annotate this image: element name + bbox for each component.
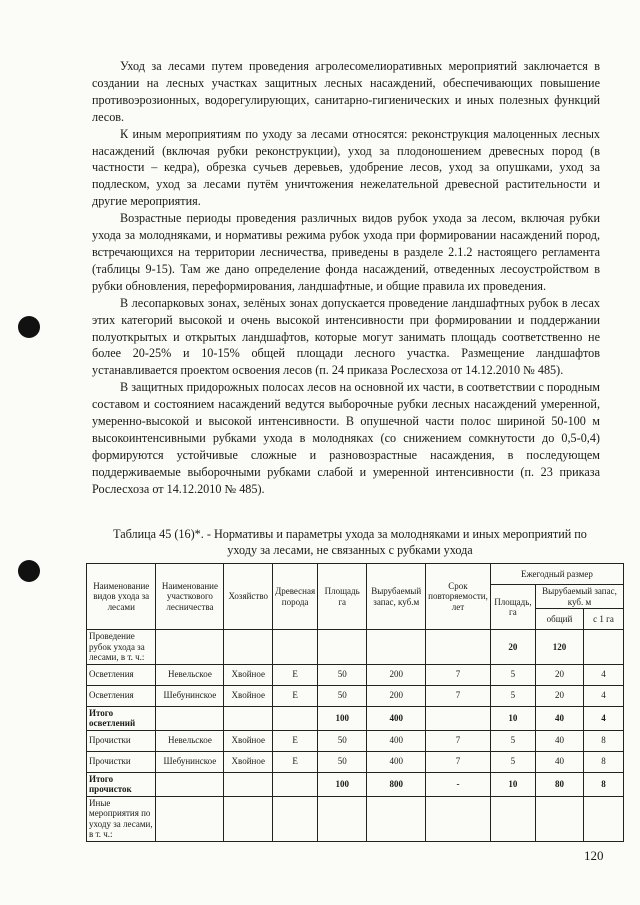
header-annual-stock: Вырубаемый запас, куб. м [535, 585, 623, 609]
table-cell [426, 706, 491, 730]
paragraph-4: В лесопарковых зонах, зелёных зонах допускается проведение ландшафтных рубок в лесах этих категорий высокой и очень высокой интенсивности при формировании и поддержании полуоткрытых и открытых ландшафтов, которые могут занимать площадь соответственно не более 20-25% и 10-15% общей площади лесного участка. Размещение ландшафтов устанавливается проектом освоения лесов (п. 24 приказа Рослесхоза от 14.12.2010 № 485). [92, 295, 600, 378]
paragraph-3: Возрастные периоды проведения различных видов рубок ухода за лесом, включая рубки ухода за молодняками, и нормативы режима рубок ухода при формировании насаждений пород, встречающихся на территории лесничества, приведены в разделе 2.1.2 настоящего регламента (таблицы 9-15). Там же дано определение фонда насаждений, отведенных лесоустройством в рубки обновления, переформирования, ландшафтные, и общие правила их проведения. [92, 211, 600, 293]
table-cell: 120 [535, 630, 583, 665]
table-cell: 5 [490, 730, 535, 751]
table-cell [156, 796, 224, 841]
row-label: Осветления [87, 685, 156, 706]
table-cell: 400 [367, 751, 426, 772]
header-annual-area: Площадь, га [490, 585, 535, 630]
table-row [87, 796, 624, 841]
table-cell: 5 [490, 664, 535, 685]
table-row [87, 706, 624, 730]
table-cell: 50 [318, 685, 367, 706]
table-cell [156, 772, 224, 796]
table-cell [224, 796, 273, 841]
page-number: 120 [584, 848, 604, 863]
table-cell [224, 706, 273, 730]
table-cell: Хвойное [224, 664, 273, 685]
table-cell [490, 796, 535, 841]
header-stock: Вырубаемый запас, куб.м [367, 564, 426, 630]
table-caption: Таблица 45 (16)*. - Нормативы и параметры ухода за молодняками и иных мероприятий по уходу за лесами, не связанных с рубками ухода [113, 527, 587, 557]
table-cell [535, 796, 583, 841]
table-cell: 50 [318, 751, 367, 772]
table-cell [273, 706, 318, 730]
table-cell: Невельское [156, 664, 224, 685]
table-row [87, 685, 624, 706]
table-cell: Шебунинское [156, 751, 224, 772]
row-label: Осветления [87, 664, 156, 685]
table-cell: 8 [584, 772, 624, 796]
table-cell: 50 [318, 664, 367, 685]
table-cell: 8 [584, 730, 624, 751]
table-cell: 50 [318, 730, 367, 751]
data-table [86, 563, 624, 842]
row-label: Иные мероприятия по уходу за лесами, в т. ч.: [87, 796, 156, 841]
table-cell [584, 796, 624, 841]
table-cell: Е [273, 751, 318, 772]
table-row [87, 751, 624, 772]
table-cell: Хвойное [224, 730, 273, 751]
table-row [87, 772, 624, 796]
table-cell: Хвойное [224, 685, 273, 706]
table-row [87, 730, 624, 751]
table-cell [273, 630, 318, 665]
header-total: общий [535, 609, 583, 630]
table-cell: 10 [490, 772, 535, 796]
table-cell: 20 [535, 685, 583, 706]
body-text [92, 58, 600, 498]
table-cell: 7 [426, 685, 491, 706]
table-cell: 20 [490, 630, 535, 665]
paragraph-5: В защитных придорожных полосах лесов на основной их части, в соответствии с породным составом и состоянием насаждений ведутся выборочные рубки лесных насаждений умеренной, умеренно-высокой и высокой интенсивности. В опушечной части полос шириной 50-100 м высокоинтенсивными рубками ухода в молодняках (со снижением сомкнутости до 0,5-0,4) формируются устойчивые сложные и разновозрастные насаждения, в последующем поддерживаемые выборочными рубками слабой и умеренной интенсивности (п. 23 приказа Рослесхоза от 14.12.2010 № 485). [92, 380, 600, 496]
table-cell: 7 [426, 664, 491, 685]
paragraph-2: К иным мероприятиям по уходу за лесами относятся: реконструкция малоценных лесных насаждений (включая рубки реконструкции), уход за плодоношением древесных пород (в частности – кедра), обрезка сучьев деревьев, удобрение лесов, уход за опушками, уход за подлеском, уход за лесами путём уничтожения нежелательной древесной растительности и другие мероприятия. [92, 126, 600, 209]
row-label: Итого осветлений [87, 706, 156, 730]
table-cell: 20 [535, 664, 583, 685]
header-type: Наименование видов ухода за лесами [87, 564, 156, 630]
table-cell [584, 630, 624, 665]
table-cell: 7 [426, 730, 491, 751]
table-cell [224, 630, 273, 665]
table-cell: 40 [535, 751, 583, 772]
header-farm: Хозяйство [224, 564, 273, 630]
table-row [87, 630, 624, 665]
table-cell: 4 [584, 664, 624, 685]
table-cell: Е [273, 685, 318, 706]
row-label: Прочистки [87, 751, 156, 772]
table-cell: 400 [367, 730, 426, 751]
table-cell [426, 630, 491, 665]
table-cell: 5 [490, 751, 535, 772]
table-cell [367, 630, 426, 665]
table-cell: 100 [318, 706, 367, 730]
table-cell [426, 796, 491, 841]
header-area: Площадь га [318, 564, 367, 630]
table-cell: 100 [318, 772, 367, 796]
header-annual: Ежегодный размер [490, 564, 623, 585]
table-cell: Хвойное [224, 751, 273, 772]
table-cell: 8 [584, 751, 624, 772]
table-cell [318, 630, 367, 665]
table-cell: 200 [367, 685, 426, 706]
header-per-ha: с 1 га [584, 609, 624, 630]
binder-hole [18, 560, 40, 582]
row-label: Итого прочисток [87, 772, 156, 796]
table-cell: Шебунинское [156, 685, 224, 706]
row-label: Прочистки [87, 730, 156, 751]
header-species: Древесная порода [273, 564, 318, 630]
table-row [87, 664, 624, 685]
table-cell: Е [273, 664, 318, 685]
table-cell: 4 [584, 685, 624, 706]
table-cell [156, 630, 224, 665]
table-cell [156, 706, 224, 730]
paragraph-1: Уход за лесами путем проведения агролесомелиоративных мероприятий заключается в создании на лесных участках защитных лесных насаждений, обеспечивающих повышение противоэрозионных, водорегулирующих, санитарно-гигиенических и иных полезных функций лесов. [92, 59, 600, 124]
table-cell: 400 [367, 706, 426, 730]
table-cell [367, 796, 426, 841]
table-cell: 200 [367, 664, 426, 685]
table-cell: 40 [535, 706, 583, 730]
table-cell: 80 [535, 772, 583, 796]
table-cell: 800 [367, 772, 426, 796]
header-period: Срок повторяемости, лет [426, 564, 491, 630]
table-cell [273, 772, 318, 796]
table-cell: 7 [426, 751, 491, 772]
table-cell [273, 796, 318, 841]
table-cell: 10 [490, 706, 535, 730]
row-label: Проведение рубок ухода за лесами, в т. ч.: [87, 630, 156, 665]
header-forestry: Наименование участкового лесничества [156, 564, 224, 630]
table-cell [318, 796, 367, 841]
table-cell: 40 [535, 730, 583, 751]
binder-hole [18, 316, 40, 338]
table-body [87, 630, 624, 842]
table-cell: Е [273, 730, 318, 751]
table-cell: - [426, 772, 491, 796]
table-cell [224, 772, 273, 796]
table-cell: 4 [584, 706, 624, 730]
table-cell: 5 [490, 685, 535, 706]
table-cell: Невельское [156, 730, 224, 751]
